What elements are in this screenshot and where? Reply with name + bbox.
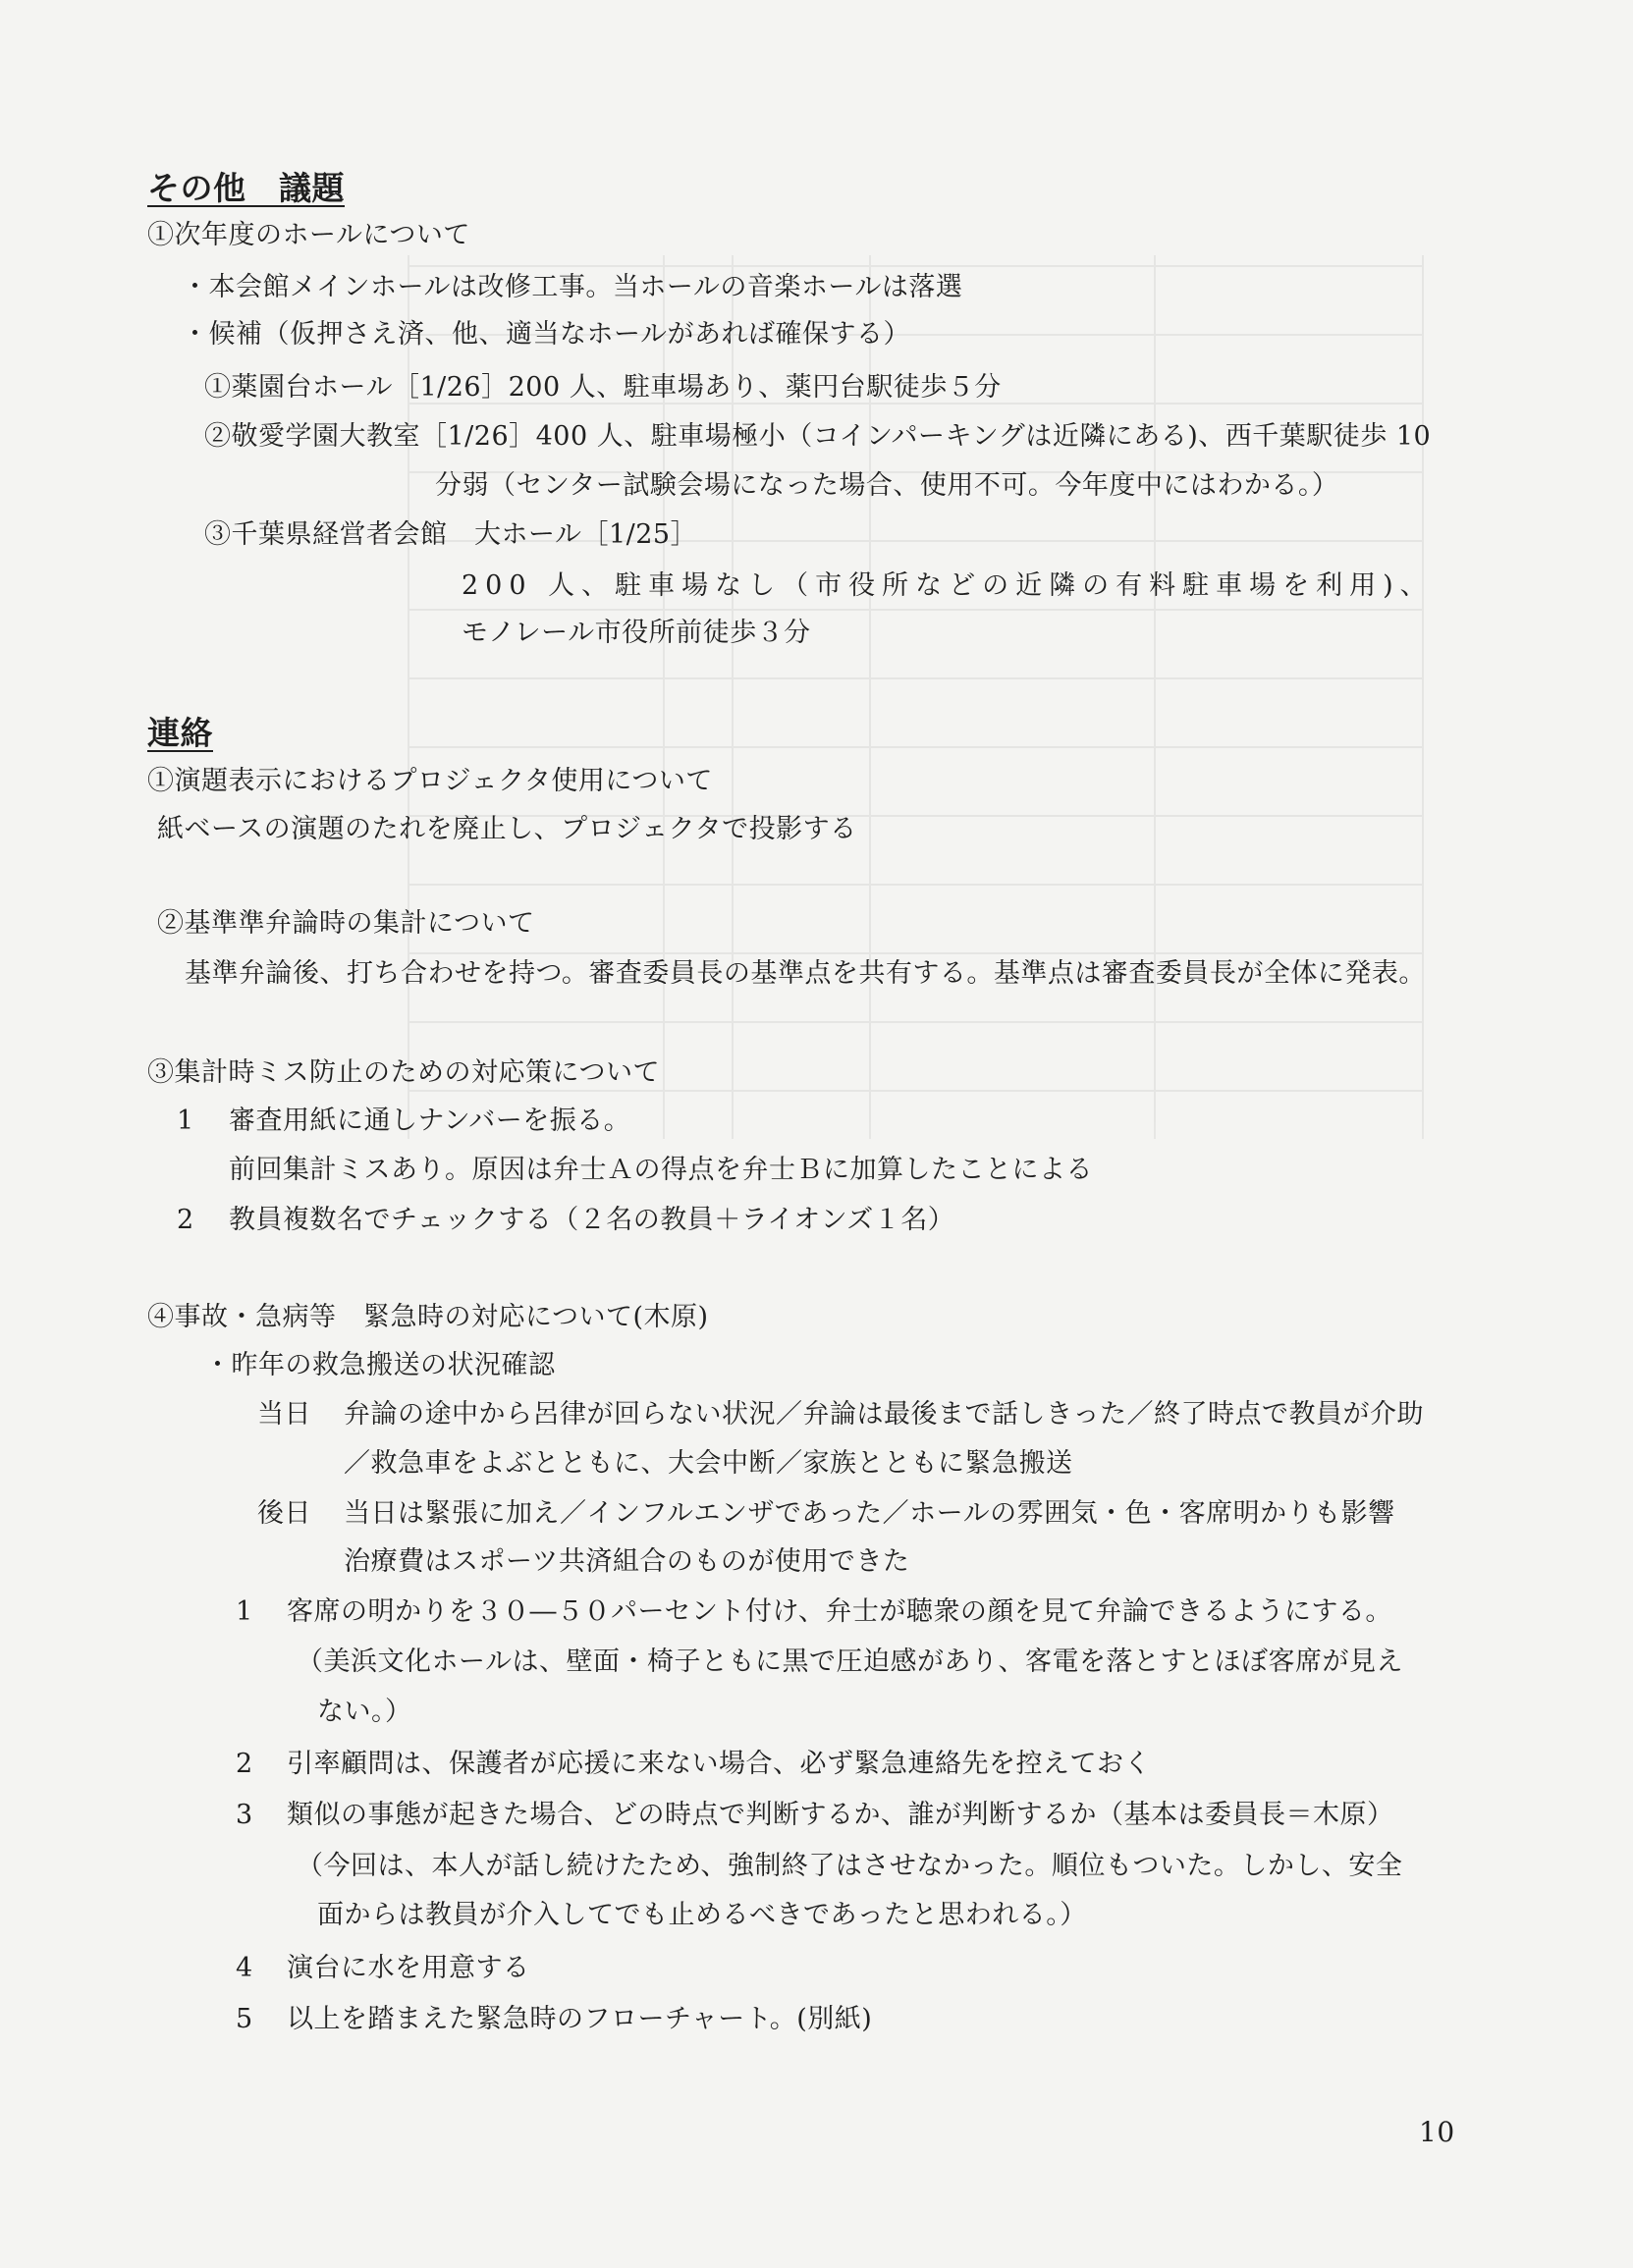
item-title: ②基準準弁論時の集計について — [157, 908, 535, 939]
candidate-hall-3: ③千葉県経営者会館 大ホール［1/25］ — [204, 519, 698, 550]
item-title: ③集計時ミス防止のための対応策について — [147, 1057, 660, 1088]
item-body: 紙ベースの演題のたれを廃止し、プロジェクタで投影する — [157, 814, 857, 844]
candidate-hall-2: ②敬愛学園大教室［1/26］400 人、駐車場極小（コインパーキングは近隣にある)、西千葉駅徒歩 10 — [204, 421, 1432, 452]
list-item-note-cont: 面からは教員が介入してでも止めるべきであったと思われる。） — [317, 1900, 1087, 1930]
list-item: 類似の事態が起きた場合、どの時点で判断するか、誰が判断するか（基本は委員長＝木原） — [287, 1800, 1394, 1830]
section-heading-other: その他 議題 — [147, 169, 345, 207]
list-item: 教員複数名でチェックする（２名の教員＋ライオンズ１名） — [229, 1205, 955, 1235]
list-item-note: （今回は、本人が話し続けたため、強制終了はさせなかった。順位もついた。しかし、安全 — [297, 1851, 1403, 1881]
list-item: 以上を踏まえた緊急時のフローチャート。(別紙) — [287, 2004, 873, 2034]
candidate-hall-2-cont: 分弱（センター試験会場になった場合、使用不可。今年度中にはわかる。） — [435, 470, 1339, 501]
list-item: 演台に水を用意する — [287, 1953, 530, 1983]
list-item-note: （美浜文化ホールは、壁面・椅子ともに黒で圧迫感があり、客電を落とすとほぼ客席が見え — [297, 1647, 1403, 1677]
candidate-hall-3-access: モノレール市役所前徒歩３分 — [462, 618, 811, 648]
list-number: 4 — [236, 1953, 253, 1983]
after-description-cont: 治療費はスポーツ共済組合のものが使用できた — [344, 1546, 910, 1577]
list-item: 客席の明かりを３０―５０パーセント付け、弁士が聴衆の顔を見て弁論できるようにする。 — [287, 1596, 1392, 1627]
day-description: 弁論の途中から呂律が回らない状況／弁論は最後まで話しきった／終了時点で教員が介助 — [344, 1399, 1424, 1430]
item-title: ④事故・急病等 緊急時の対応について(木原) — [147, 1302, 709, 1332]
list-item-note-cont: ない。） — [317, 1697, 412, 1727]
list-item: 引率顧問は、保護者が応援に来ない場合、必ず緊急連絡先を控えておく — [287, 1749, 1151, 1779]
item-title: ①次年度のホールについて — [147, 220, 470, 250]
bullet-text: ・本会館メインホールは改修工事。当ホールの音楽ホールは落選 — [182, 272, 963, 302]
bullet-text: ・昨年の救急搬送の状況確認 — [204, 1350, 556, 1380]
after-label: 後日 — [257, 1498, 311, 1529]
after-description: 当日は緊張に加え／インフルエンザであった／ホールの雰囲気・色・客席明かりも影響 — [344, 1498, 1395, 1529]
item-title: ①演題表示におけるプロジェクタ使用について — [147, 766, 713, 796]
day-description-cont: ／救急車をよぶとともに、大会中断／家族とともに緊急搬送 — [344, 1448, 1073, 1479]
candidate-hall-1: ①薬園台ホール［1/26］200 人、駐車場あり、薬円台駅徒歩５分 — [204, 372, 1002, 403]
list-number: 1 — [236, 1596, 253, 1627]
candidate-hall-3-detail: 200 人、駐車場なし（市役所などの近隣の有料駐車場を利用)、 — [462, 570, 1434, 601]
list-number: 2 — [236, 1749, 253, 1779]
item-body: 基準弁論後、打ち合わせを持つ。審査委員長の基準点を共有する。基準点は審査委員長が全体に発表。 — [185, 958, 1426, 989]
section-heading-contact: 連絡 — [147, 714, 213, 752]
list-item: 審査用紙に通しナンバーを振る。 — [229, 1106, 631, 1136]
list-number: 1 — [177, 1106, 194, 1136]
bullet-text: ・候補（仮押さえ済、他、適当なホールがあれば確保する） — [182, 319, 910, 350]
day-label: 当日 — [257, 1399, 311, 1430]
list-number: 2 — [177, 1205, 194, 1235]
list-number: 5 — [236, 2004, 253, 2034]
list-number: 3 — [236, 1800, 253, 1830]
list-item-note: 前回集計ミスあり。原因は弁士Ａの得点を弁士Ｂに加算したことによる — [229, 1155, 1093, 1185]
page-number: 10 — [1419, 2116, 1455, 2148]
